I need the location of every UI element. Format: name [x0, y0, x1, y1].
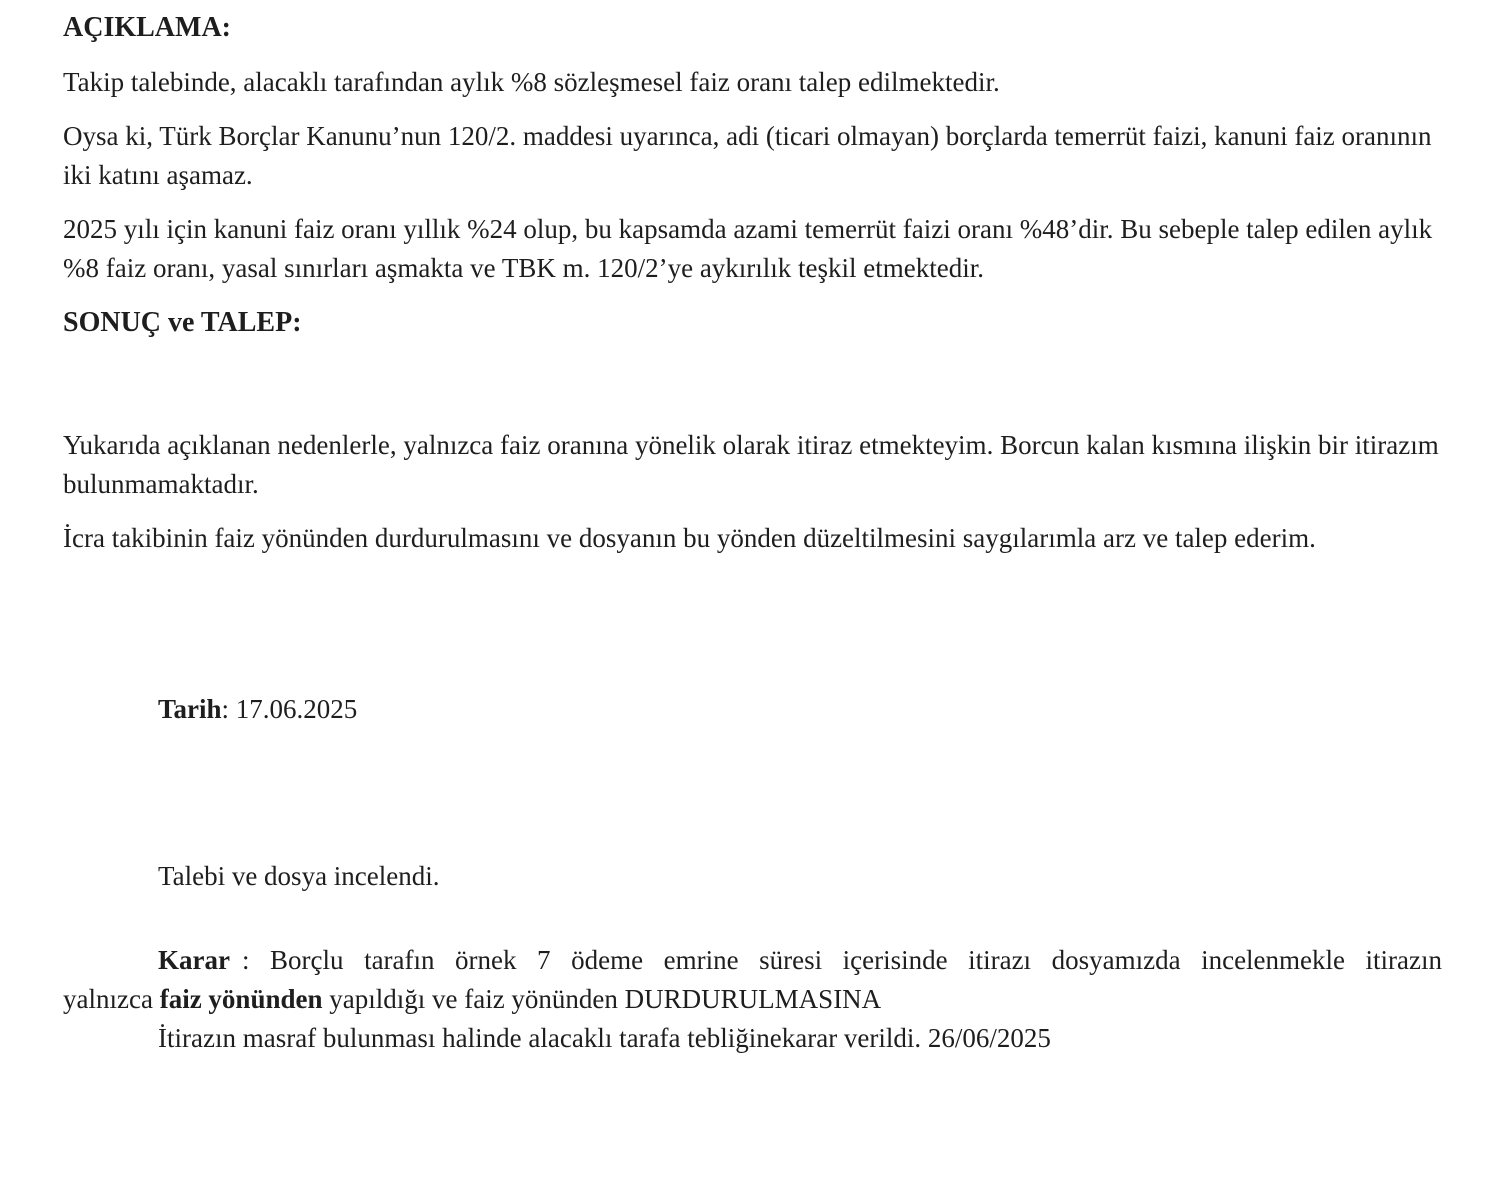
karar-separator: : [241, 945, 250, 975]
karar-text-2: yalnızca [63, 984, 160, 1014]
blank-space [63, 342, 1442, 426]
line-tarih [63, 690, 1442, 729]
tarih-value: : 17.06.2025 [221, 694, 358, 724]
karar-text-3: yapıldığı ve faiz yönünden DURDURULMASINA [322, 984, 882, 1014]
line-talebi-incelendi: Talebi ve dosya incelendi. [158, 861, 440, 891]
line-itiraz-teblig: İtirazın masraf bulunması halinde alacaklı tarafa tebliğinekarar verildi. 26/06/2025 [158, 1023, 1051, 1053]
heading-sonuc-ve-talep: SONUÇ ve TALEP: [63, 307, 302, 338]
paragraph-oysa-ki: Oysa ki, Türk Borçlar Kanunu’nun 120/2. maddesi uyarınca, adi (ticari olmayan) borçlarda temerrüt faizi, kanuni faiz oranının iki katını aşamaz. [63, 121, 1432, 190]
blank-space [63, 896, 1442, 941]
paragraph-takip-talebi: Takip talebinde, alacaklı tarafından aylık %8 sözleşmesel faiz oranı talep edilmektedir. [63, 67, 1000, 97]
paragraph-icra-takibi: İcra takibinin faiz yönünden durdurulmasını ve dosyanın bu yönden düzeltilmesini saygılarımla arz ve talep ederim. [63, 523, 1316, 553]
tarih-label: Tarih [158, 694, 222, 724]
paragraph-kanuni-faiz: 2025 yılı için kanuni faiz oranı yıllık %24 olup, bu kapsamda azami temerrüt faizi oranı %48’dir. Bu sebeple talep edilen aylık %8 faiz oranı, yasal sınırları aşmakta ve TBK m. 120/2’ye aykırılık teşkil etmektedir. [63, 214, 1433, 283]
karar-line-2 [63, 980, 1442, 1019]
karar-text-1: Borçlu tarafın örnek 7 ödeme emrine süresi içerisinde itirazı dosyamızda incelenmekle itirazın [270, 945, 1443, 975]
paragraph-karar [63, 941, 1442, 1019]
paragraph-yukarida-aciklanan: Yukarıda açıklanan nedenlerle, yalnızca faiz oranına yönelik olarak itiraz etmekteyim. Borcun kalan kısmına ilişkin bir itirazım bulunmamaktadır. [63, 430, 1439, 499]
heading-aciklama: AÇIKLAMA: [63, 12, 231, 43]
karar-line-1 [63, 941, 1442, 980]
karar-bold-faiz-yonunden: faiz yönünden [159, 984, 323, 1014]
blank-space [63, 558, 1442, 690]
blank-space [63, 729, 1442, 857]
karar-label: Karar [158, 945, 230, 975]
